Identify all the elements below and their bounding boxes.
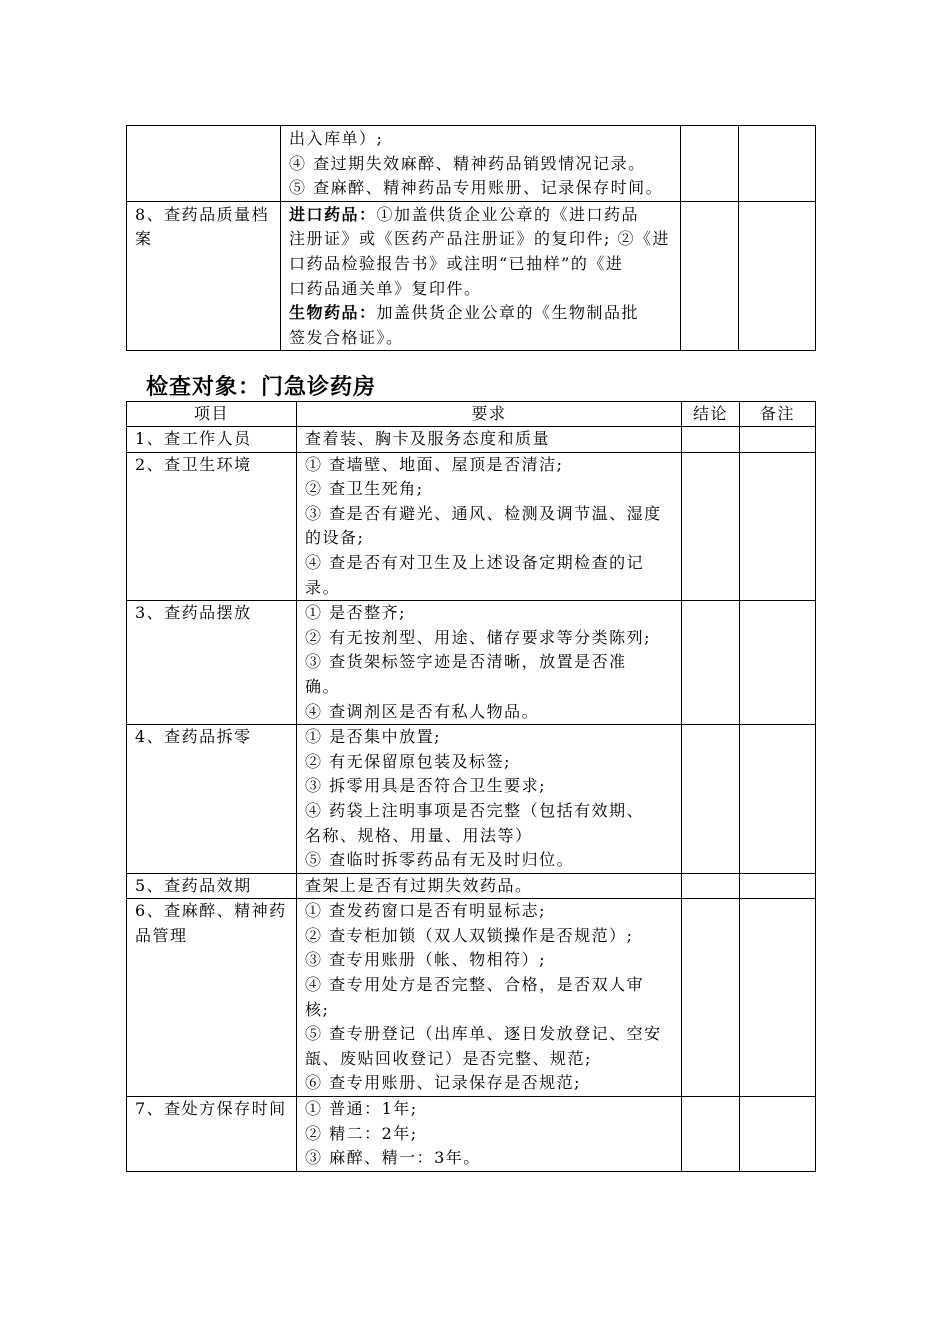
requirement-line: ② 有无保留原包装及标签;	[305, 751, 511, 771]
requirement-line: 核;	[305, 999, 330, 1019]
remark-cell	[740, 452, 816, 601]
requirement-line: 查着装、胸卡及服务态度和质量	[305, 429, 551, 448]
requirement-cell	[297, 427, 682, 453]
requirement-text: ①加盖供货企业公章的《进口药品	[376, 204, 640, 224]
requirement-line: ④ 查过期失效麻醉、精神药品销毁情况记录。	[289, 153, 646, 173]
requirement-line: ④ 查调剂区是否有私人物品。	[305, 701, 540, 721]
requirement-cell	[297, 725, 682, 874]
requirement-line: ④ 查专用处方是否完整、合格，是否双人审	[305, 975, 645, 995]
requirement-line: ② 查专柜加锁（双人双锁操作是否规范）;	[305, 925, 634, 945]
requirement-line: 查架上是否有过期失效药品。	[305, 875, 533, 895]
table-row	[127, 452, 816, 601]
requirement-line: ③ 麻醉、精一：3年。	[305, 1148, 481, 1168]
table-row	[127, 201, 816, 351]
requirement-cell	[297, 452, 682, 601]
header-row	[127, 402, 816, 427]
requirement-cell	[281, 201, 681, 351]
continued-table	[126, 125, 816, 351]
remark-cell	[740, 873, 816, 899]
item-cell: 2、查卫生环境	[127, 452, 297, 601]
requirement-line: ③ 查货架标签字迹是否清晰，放置是否准	[305, 652, 627, 672]
item-cell: 1、查工作人员	[127, 427, 297, 453]
import-drugs-label: 进口药品：	[289, 204, 377, 224]
section-title: 检查对象：门急诊药房	[146, 374, 377, 400]
requirement-line: 口药品通关单》复印件。	[289, 278, 482, 298]
conclusion-cell	[682, 899, 740, 1097]
remark-cell	[740, 427, 816, 453]
table-row	[127, 725, 816, 874]
table-row	[127, 126, 816, 202]
remark-cell	[740, 601, 816, 725]
header-item: 项目	[127, 402, 297, 427]
requirement-line: 注册证》或《医药产品注册证》的复印件; ②《进	[289, 229, 670, 249]
requirement-cell	[281, 126, 681, 202]
requirement-line: ⑤ 查专册登记（出库单、逐日发放登记、空安	[305, 1024, 662, 1044]
requirement-cell	[297, 601, 682, 725]
requirement-line: ④ 药袋上注明事项是否完整（包括有效期、	[305, 800, 645, 820]
item-cell: 8、查药品质量档案	[127, 201, 281, 351]
requirement-cell	[297, 1097, 682, 1172]
requirement-line: ① 查发药窗口是否有明显标志;	[305, 901, 546, 921]
item-cell: 4、查药品拆零	[127, 725, 297, 874]
requirement-line: ② 有无按剂型、用途、储存要求等分类陈列;	[305, 627, 651, 647]
conclusion-cell	[682, 452, 740, 601]
remark-cell	[739, 201, 816, 351]
conclusion-cell	[682, 725, 740, 874]
conclusion-cell	[682, 601, 740, 725]
table-row	[127, 427, 816, 453]
requirement-line: ⑤ 查临时拆零药品有无及时归位。	[305, 850, 575, 870]
conclusion-cell	[682, 427, 740, 453]
conclusion-cell	[682, 1097, 740, 1172]
item-cell: 3、查药品摆放	[127, 601, 297, 725]
requirement-line: ④ 查是否有对卫生及上述设备定期检查的记	[305, 552, 645, 572]
requirement-cell	[297, 873, 682, 899]
requirement-line: 录。	[305, 577, 341, 597]
inspection-table	[126, 401, 816, 1172]
requirement-line: ① 是否集中放置;	[305, 727, 441, 747]
conclusion-cell	[681, 201, 739, 351]
requirement-line: ⑥ 查专用账册、记录保存是否规范;	[305, 1073, 581, 1093]
requirement-line: 的设备;	[305, 528, 365, 548]
requirement-line: 确。	[305, 676, 341, 696]
requirement-line: ① 查墙壁、地面、屋顶是否清洁;	[305, 454, 564, 474]
item-cell: 6、查麻醉、精神药品管理	[127, 899, 297, 1097]
requirement-line	[289, 203, 672, 228]
header-remark: 备注	[740, 402, 816, 427]
header-requirement: 要求	[297, 402, 682, 427]
conclusion-cell	[682, 873, 740, 899]
conclusion-cell	[681, 126, 739, 202]
requirement-line: 出入库单）;	[289, 129, 384, 148]
table-row	[127, 1097, 816, 1172]
header-conclusion: 结论	[682, 402, 740, 427]
item-cell: 7、查处方保存时间	[127, 1097, 297, 1172]
requirement-line: ③ 拆零用具是否符合卫生要求;	[305, 776, 546, 796]
requirement-line: ① 是否整齐;	[305, 603, 406, 623]
remark-cell	[740, 899, 816, 1097]
item-cell: 5、查药品效期	[127, 873, 297, 899]
requirement-line: ⑤ 查麻醉、精神药品专用账册、记录保存时间。	[289, 178, 664, 198]
remark-cell	[740, 725, 816, 874]
requirement-line: 签发合格证》。	[289, 327, 404, 347]
biologic-drugs-label: 生物药品：	[289, 303, 377, 323]
table-row	[127, 899, 816, 1097]
requirement-line: ③ 查专用账册（帐、物相符）;	[305, 950, 546, 970]
requirement-line: 瓿、废贴回收登记）是否完整、规范;	[305, 1048, 592, 1068]
table-row	[127, 873, 816, 899]
requirement-line: ① 普通：1年;	[305, 1099, 418, 1119]
requirement-line	[289, 301, 672, 326]
requirement-line: ② 查卫生死角;	[305, 479, 424, 499]
remark-cell	[740, 1097, 816, 1172]
requirement-text: 加盖供货企业公章的《生物制品批	[376, 303, 640, 323]
requirement-cell	[297, 899, 682, 1097]
requirement-line: 口药品检验报告书》或注明“已抽样”的《进	[289, 253, 624, 273]
requirement-line: ③ 查是否有避光、通风、检测及调节温、湿度	[305, 503, 662, 523]
requirement-line: ② 精二：2年;	[305, 1123, 418, 1143]
table-row	[127, 601, 816, 725]
remark-cell	[739, 126, 816, 202]
item-cell	[127, 126, 281, 202]
requirement-line: 名称、规格、用量、用法等）	[305, 825, 533, 845]
